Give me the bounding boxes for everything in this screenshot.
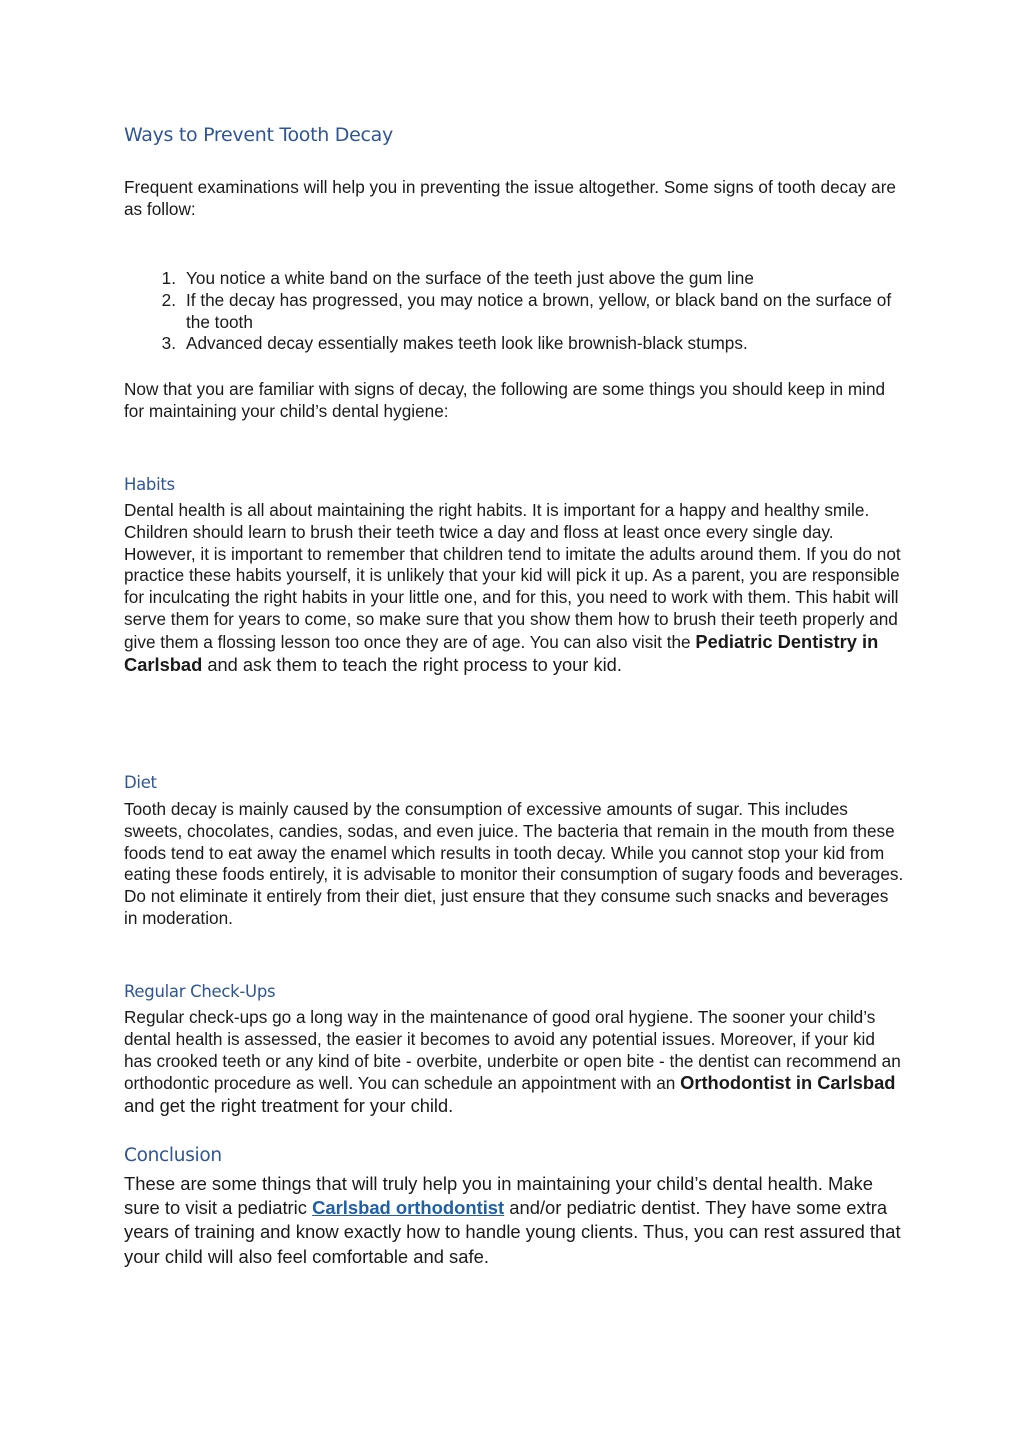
carlsbad-orthodontist-link[interactable]: Carlsbad orthodontist xyxy=(312,1197,505,1219)
list-item xyxy=(124,333,904,355)
checkups-paragraph xyxy=(124,1007,904,1118)
list-item-text: If the decay has progressed, you may notice a brown, yellow, or black band on the surface of the tooth xyxy=(186,289,892,332)
diet-paragraph: Tooth decay is mainly caused by the consumption of excessive amounts of sugar. This includes sweets, chocolates, candies, sodas, and even juice. The bacteria that remain in the mouth from these foods tend to eat away the enamel which results in tooth decay. While you cannot stop your kid from eating these foods entirely, it is advisable to monitor their consumption of sugary foods and beverages. Do not eliminate it entirely from their diet, just ensure that they consume such snacks and beverages in moderation. xyxy=(124,799,904,928)
conclusion-paragraph xyxy=(124,1172,904,1269)
habits-paragraph xyxy=(124,500,904,676)
list-number: 2. xyxy=(161,289,176,310)
checkups-bold-text: Orthodontist in Carlsbad xyxy=(680,1072,896,1094)
checkups-heading: Regular Check-Ups xyxy=(124,982,276,1001)
habits-heading: Habits xyxy=(124,475,175,494)
page-title: Ways to Prevent Tooth Decay xyxy=(124,124,393,146)
conclusion-heading: Conclusion xyxy=(124,1145,222,1166)
list-number: 3. xyxy=(161,333,176,354)
list-item-text: You notice a white band on the surface of the teeth just above the gum line xyxy=(186,268,754,288)
intro-paragraph: Frequent examinations will help you in preventing the issue altogether. Some signs of tooth decay are as follow: xyxy=(124,177,896,219)
transition-paragraph: Now that you are familiar with signs of decay, the following are some things you should keep in mind for maintaining your child’s dental hygiene: xyxy=(124,379,886,421)
conclusion-text-after: and/or pediatric dentist. They have some extra years of training and know exactly how to handle young clients. Thus, you can rest assured that your child will also feel comfortable and safe. xyxy=(124,1197,901,1267)
habits-after-text: and ask them to teach the right process to your kid. xyxy=(202,653,622,675)
signs-list xyxy=(124,268,904,355)
list-item-text: Advanced decay essentially makes teeth look like brownish-black stumps. xyxy=(186,333,748,354)
conclusion-text-before: These are some things that will truly help you in maintaining your child’s dental health. Make sure to visit a pediatric xyxy=(124,1173,873,1219)
list-item xyxy=(124,268,904,290)
list-number: 1. xyxy=(161,268,176,288)
habits-text: Dental health is all about maintaining the right habits. It is important for a happy and healthy smile. Children should learn to brush their teeth twice a day and floss at least once every single day. However, it is important to remember that children tend to imitate the adults around them. If you do not practice these habits yourself, it is unlikely that your kid will pick it up. As a parent, you are responsible for inculcating the right habits in your little one, and for this, you need to work with them. This habit will serve them for years to come, so make sure that you show them how to brush their teeth properly and give them a flossing lesson too once they are of age. You can also visit the xyxy=(124,500,901,652)
habits-bold-text: Pediatric Dentistry in Carlsbad xyxy=(124,630,879,675)
checkups-text: Regular check-ups go a long way in the maintenance of good oral hygiene. The sooner your child’s dental health is assessed, the easier it becomes to avoid any potential issues. Moreover, if your kid has crooked teeth or any kind of bite - overbite, underbite or open bite - the dentist can recommend an orthodontic procedure as well. You can schedule an appointment with an xyxy=(124,1007,901,1094)
diet-heading: Diet xyxy=(124,773,157,792)
checkups-after-text: and get the right treatment for your child. xyxy=(124,1095,454,1117)
list-item xyxy=(124,290,904,334)
